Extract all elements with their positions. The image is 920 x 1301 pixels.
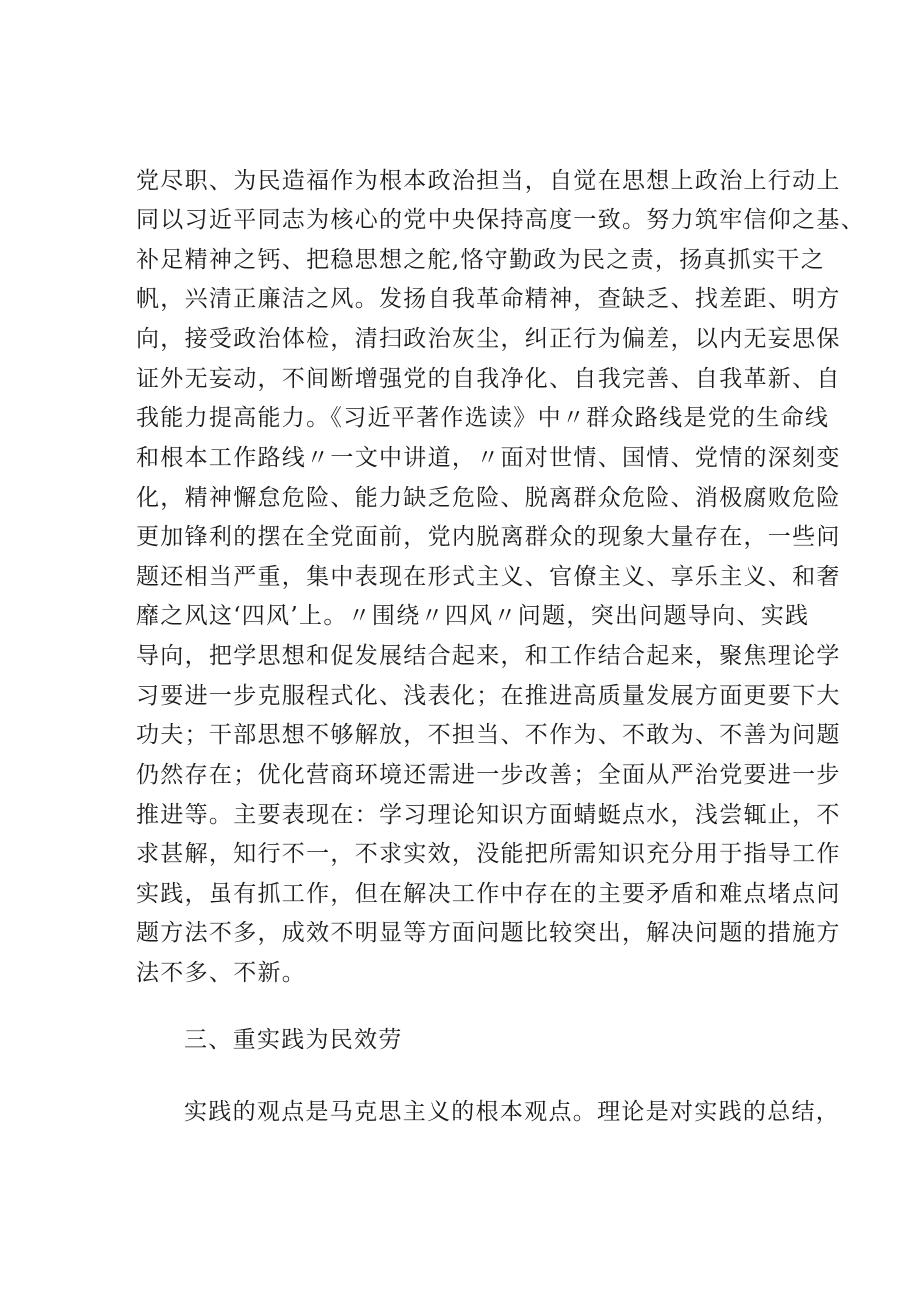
- text-line: 和根本工作路线〃一文中讲道，〃面对世情、国情、党情的深刻变: [136, 445, 841, 471]
- text-line: 补足精神之钙、把稳思想之舵,恪守勤政为民之责，扬真抓实干之: [136, 247, 826, 273]
- text-line: 证外无妄动，不间断增强党的自我净化、自我完善、自我革新、自: [136, 366, 841, 392]
- text-line: 同以习近平同志为核心的党中央保持高度一致。努力筑牢信仰之基、: [136, 207, 865, 233]
- text-line: 题还相当严重，集中表现在形式主义、官僚主义、享乐主义、和奢: [136, 564, 841, 590]
- text-line: 实践的观点是马克思主义的根本观点。理论是对实践的总结，: [184, 1099, 841, 1125]
- text-line: 党尽职、为民造福作为根本政治担当，自觉在思想上政治上行动上: [136, 168, 841, 194]
- text-line: 实践，虽有抓工作，但在解决工作中存在的主要矛盾和难点堵点问: [136, 881, 841, 907]
- text-line: 向，接受政治体检，清扫政治灰尘，纠正行为偏差，以内无妄思保: [136, 326, 841, 352]
- text-line: 功夫；干部思想不够解放，不担当、不作为、不敢为、不善为问题: [136, 722, 841, 748]
- text-line: 帆，兴清正廉洁之风。发扬自我革命精神，查缺乏、找差距、明方: [136, 286, 841, 312]
- text-line: 求甚解，知行不一，不求实效，没能把所需知识充分用于指导工作: [136, 841, 841, 867]
- section-heading: 三、重实践为民效劳: [184, 1027, 403, 1053]
- text-line: 题方法不多，成效不明显等方面问题比较突出，解决问题的措施方: [136, 920, 841, 946]
- text-line: 仍然存在；优化营商环境还需进一步改善；全面从严治党要进一步: [136, 762, 841, 788]
- text-line: 靡之风这‘四风’上。〃围绕〃四风〃问题，突出问题导向、实践: [136, 603, 810, 629]
- text-line: 导向，把学思想和促发展结合起来，和工作结合起来，聚焦理论学: [136, 643, 841, 669]
- text-line: 推进等。主要表现在：学习理论知识方面蜻蜓点水，浅尝辄止，不: [136, 802, 841, 828]
- text-line: 习要进一步克服程式化、浅表化；在推进高质量发展方面更要下大: [136, 683, 841, 709]
- text-line: 法不多、不新。: [136, 960, 307, 986]
- text-line: 我能力提高能力。《习近平著作选读》中〃群众路线是党的生命线: [136, 405, 830, 431]
- text-line: 化，精神懈怠危险、能力缺乏危险、脱离群众危险、消极腐败危险: [136, 485, 841, 511]
- text-line: 更加锋利的摆在全党面前，党内脱离群众的现象大量存在，一些问: [136, 524, 841, 550]
